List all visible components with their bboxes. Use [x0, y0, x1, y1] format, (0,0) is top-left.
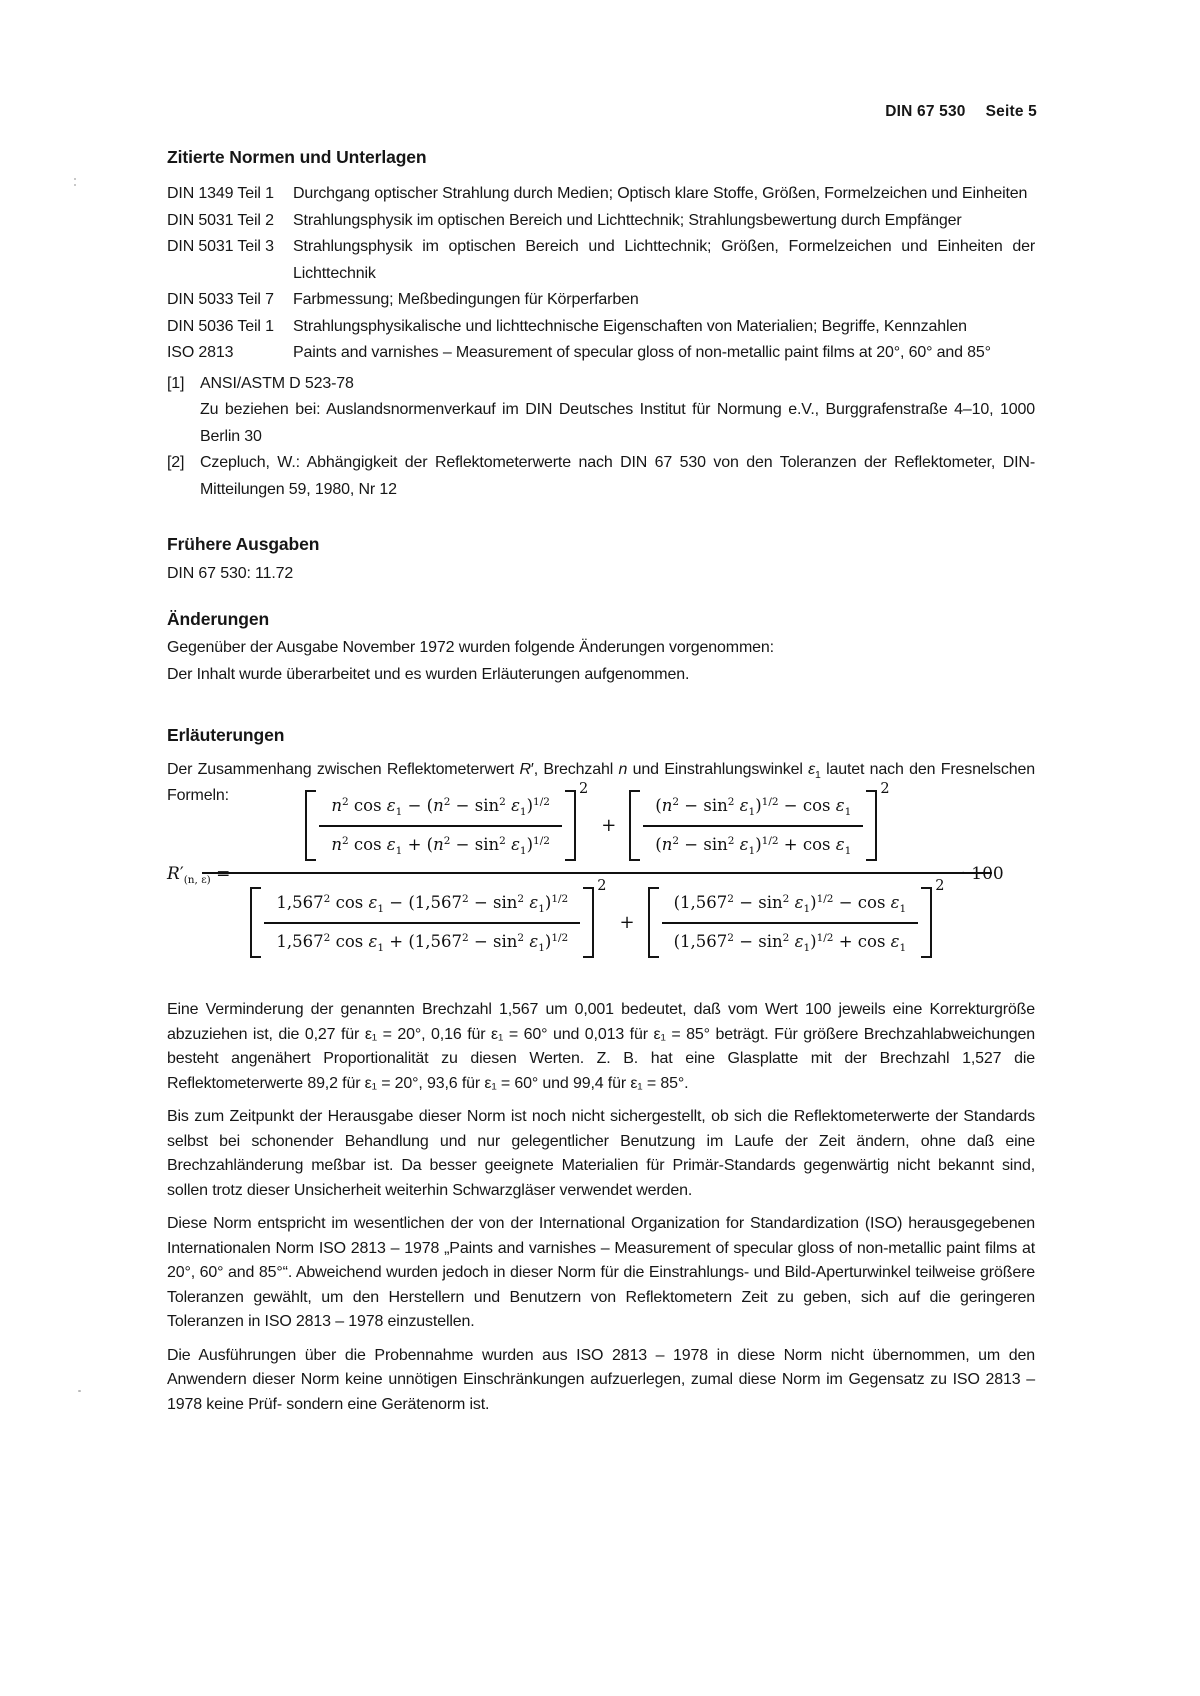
- reference-title: ANSI/ASTM D 523-78: [200, 374, 354, 392]
- reference-item: [167, 371, 1035, 398]
- plus-sign: +: [619, 912, 635, 933]
- previous-edition-entry: DIN 67 530: 11.72: [167, 565, 294, 582]
- norm-desc: Farbmessung; Meßbedingungen für Körperfarben: [293, 291, 639, 308]
- reference-text: Czepluch, W.: Abhängigkeit der Reflektometerwerte nach DIN 67 530 von den Toleranzen der Reflektometer, DIN-Mitteilungen 59, 1980, Nr 12: [200, 454, 1035, 498]
- reference-list: [167, 371, 1035, 504]
- close-bracket: [921, 887, 932, 958]
- open-bracket: [305, 790, 316, 861]
- norm-desc: Strahlungsphysik im optischen Bereich und Lichttechnik; Strahlungsbewertung durch Empfänger: [293, 211, 962, 229]
- bracket-exponent: 2: [597, 878, 607, 894]
- fraction: [643, 790, 863, 861]
- bracketed-fraction: [250, 878, 607, 958]
- open-bracket: [250, 887, 261, 958]
- section-title-cited-norms: Zitierte Normen und Unterlagen: [167, 147, 427, 167]
- norm-desc: Strahlungsphysik im optischen Bereich und Lichttechnik; Größen, Formelzeichen und Einheiten der Lichttechnik: [293, 238, 1035, 282]
- fraction: [662, 887, 919, 958]
- norm-desc: Strahlungsphysikalische und lichttechnische Eigenschaften von Materialien; Begriffe, Kennzahlen: [293, 317, 967, 335]
- formula-numerator: [303, 781, 891, 861]
- fraction-denominator: $(1,567^2 - \sin^2 \varepsilon_1)^{1/2} + \cos \varepsilon_1$: [673, 932, 907, 954]
- page-number: Seite 5: [985, 103, 1037, 120]
- norm-ref: DIN 5036 Teil 1: [167, 317, 274, 335]
- norm-ref: DIN 1349 Teil 1: [167, 185, 274, 202]
- reference-item: [167, 450, 1035, 503]
- paragraph: Eine Verminderung der genannten Brechzahl 1,567 um 0,001 bedeutet, daß vom Wert 100 jeweils eine Korrekturgröße abzuziehen ist, die 0,27 für ε₁ = 20°, 0,16 für ε₁ = 60° und 0,013 für ε₁ = 85° beträgt. Für größere Brechzahlabweichungen besteht angenähert Proportionalität zu diesen Werten. Z. B. hat eine Glasplatte mit der Brechzahl 1,527 die Reflektometerwerte 89,2 für ε₁ = 20°, 93,6 für ε₁ = 60° und 99,4 für ε₁ = 85°.: [167, 1001, 1035, 1092]
- bracket-exponent: 2: [935, 878, 945, 894]
- norm-row: [167, 181, 1035, 208]
- fraction-numerator: 1,567$^2$ $\cos \varepsilon_1 - (1,567^2 - \sin^2 \varepsilon_1)^{1/2}$: [264, 887, 580, 924]
- fraction-denominator: 1,567$^2$ $\cos \varepsilon_1 + (1,567^2 - \sin^2 \varepsilon_1)^{1/2}$: [276, 932, 569, 954]
- bracketed-fraction: [305, 781, 589, 861]
- section-title-explanations: Erläuterungen: [167, 725, 285, 745]
- norm-ref: DIN 5031 Teil 2: [167, 211, 274, 229]
- bracket-exponent: 2: [578, 781, 589, 797]
- reference-marker: [2]: [167, 454, 185, 471]
- paragraph: Die Ausführungen über die Probennahme wurden aus ISO 2813 – 1978 in diese Norm nicht übernommen, um den Anwendern dieser Norm keine unnötigen Einschränkungen aufzuerlegen, zumal diese Norm im Gegensatz zu ISO 2813 – 1978 keine Prüf- sondern eine Gerätenorm ist.: [167, 1346, 1035, 1413]
- norm-desc: Durchgang optischer Strahlung durch Medien; Optisch klare Stoffe, Größen, Formelzeichen und Einheiten: [293, 185, 1028, 202]
- reference-marker: [1]: [167, 374, 185, 392]
- bracketed-fraction: [629, 781, 890, 861]
- norm-row: [167, 314, 1035, 341]
- fraction-denominator: $(n^2 - \sin^2 \varepsilon_1)^{1/2} + \cos \varepsilon_1$: [655, 835, 852, 857]
- doc-number: DIN 67 530: [885, 103, 966, 120]
- norm-list: [167, 181, 1035, 367]
- formula-denominator: [248, 878, 946, 958]
- close-bracket: [866, 790, 877, 861]
- scan-artifact: [74, 178, 76, 180]
- bracket-exponent: 2: [880, 781, 890, 797]
- scan-artifact: [74, 184, 76, 186]
- reference-note: Zu beziehen bei: Auslandsnormenverkauf im DIN Deutsches Institut für Normung e.V., Burggrafenstraße 4–10, 1000 Berlin 30: [200, 401, 1035, 445]
- open-bracket: [629, 790, 640, 861]
- formula-multiplier: · 100: [960, 864, 1004, 884]
- fraction-numerator: $(n^2 - \sin^2 \varepsilon_1)^{1/2} - \cos \varepsilon_1$: [643, 790, 863, 827]
- fraction-denominator: $n^2$ $\cos \varepsilon_1 + (n^2 - \sin^2 \varepsilon_1)^{1/2}$: [331, 835, 550, 857]
- open-bracket: [648, 887, 659, 958]
- fraction-numerator: $n^2$ $\cos \varepsilon_1 - (n^2 - \sin^2 \varepsilon_1)^{1/2}$: [319, 790, 562, 827]
- fraction: [264, 887, 580, 958]
- bracketed-fraction: [648, 878, 945, 958]
- close-bracket: [583, 887, 594, 958]
- scan-artifact: [78, 1390, 81, 1392]
- close-bracket: [565, 790, 576, 861]
- norm-ref: ISO 2813: [167, 344, 234, 361]
- formula-lhs: $R'_{(n, \varepsilon)}$ =: [167, 864, 231, 886]
- section-title-previous-editions: Frühere Ausgaben: [167, 534, 320, 554]
- section-cited-norms: [167, 146, 1035, 503]
- page-header: [885, 103, 1037, 121]
- section-changes: [167, 608, 1035, 683]
- formula-main-fraction: [248, 781, 946, 958]
- paragraph: Bis zum Zeitpunkt der Herausgabe dieser Norm ist noch nicht sichergestellt, ob sich die Reflektometerwerte der Standards selbst bei schonender Behandlung und nur gelegentlicher Benutzung im Laufe der Zeit ändern, ohne daß eine Brechzahländerung meßbar ist. Da besser geeignete Materialien für Primär-Standards gegenwärtig nicht bekannt sind, sollen trotz dieser Unsicherheit weiterhin Schwarzgläser verwendet werden.: [167, 1108, 1035, 1199]
- section-title-changes: Änderungen: [167, 609, 270, 629]
- norm-row: [167, 234, 1035, 287]
- norm-ref: DIN 5033 Teil 7: [167, 291, 274, 308]
- norm-row: [167, 287, 1035, 314]
- norm-row: [167, 208, 1035, 235]
- explanations-body: [167, 998, 1035, 1426]
- norm-desc: Paints and varnishes – Measurement of specular gloss of non-metallic paint films at 20°, 60° and 85°: [293, 344, 991, 361]
- norm-row: [167, 340, 1035, 367]
- main-fraction-bar: [202, 872, 992, 874]
- plus-sign: +: [601, 815, 617, 836]
- section-previous-editions: [167, 533, 1035, 583]
- fraction-numerator: $(1,567^2 - \sin^2 \varepsilon_1)^{1/2} - \cos \varepsilon_1$: [662, 887, 919, 924]
- paragraph: Diese Norm entspricht im wesentlichen der von der International Organization for Standardization (ISO) herausgegebenen Internationalen Norm ISO 2813 – 1978 „Paints and varnishes – Measurement of specular gloss of non-metallic paint films at 20°, 60° and 85°“. Abweichend wurden jedoch in dieser Norm für die Einstrahlungs- und Bild-Aperturwinkel teilweise größere Toleranzen gewählt, um den Herstellern und Benutzern von Reflektometern Zeit zu geben, sich auf die geringeren Toleranzen in ISO 2813 – 1978 einzustellen.: [167, 1215, 1035, 1330]
- changes-line: Gegenüber der Ausgabe November 1972 wurden folgende Änderungen vorgenommen:: [167, 639, 774, 656]
- explanations-intro: Der Zusammenhang zwischen Reflektometerwert R′, Brechzahl n und Einstrahlungswinkel $\varepsilon_1$ lautet nach den Fresnelschen Formeln:: [167, 761, 1035, 804]
- changes-line: Der Inhalt wurde überarbeitet und es wurden Erläuterungen aufgenommen.: [167, 666, 690, 683]
- norm-ref: DIN 5031 Teil 3: [167, 238, 274, 255]
- fraction: [319, 790, 562, 861]
